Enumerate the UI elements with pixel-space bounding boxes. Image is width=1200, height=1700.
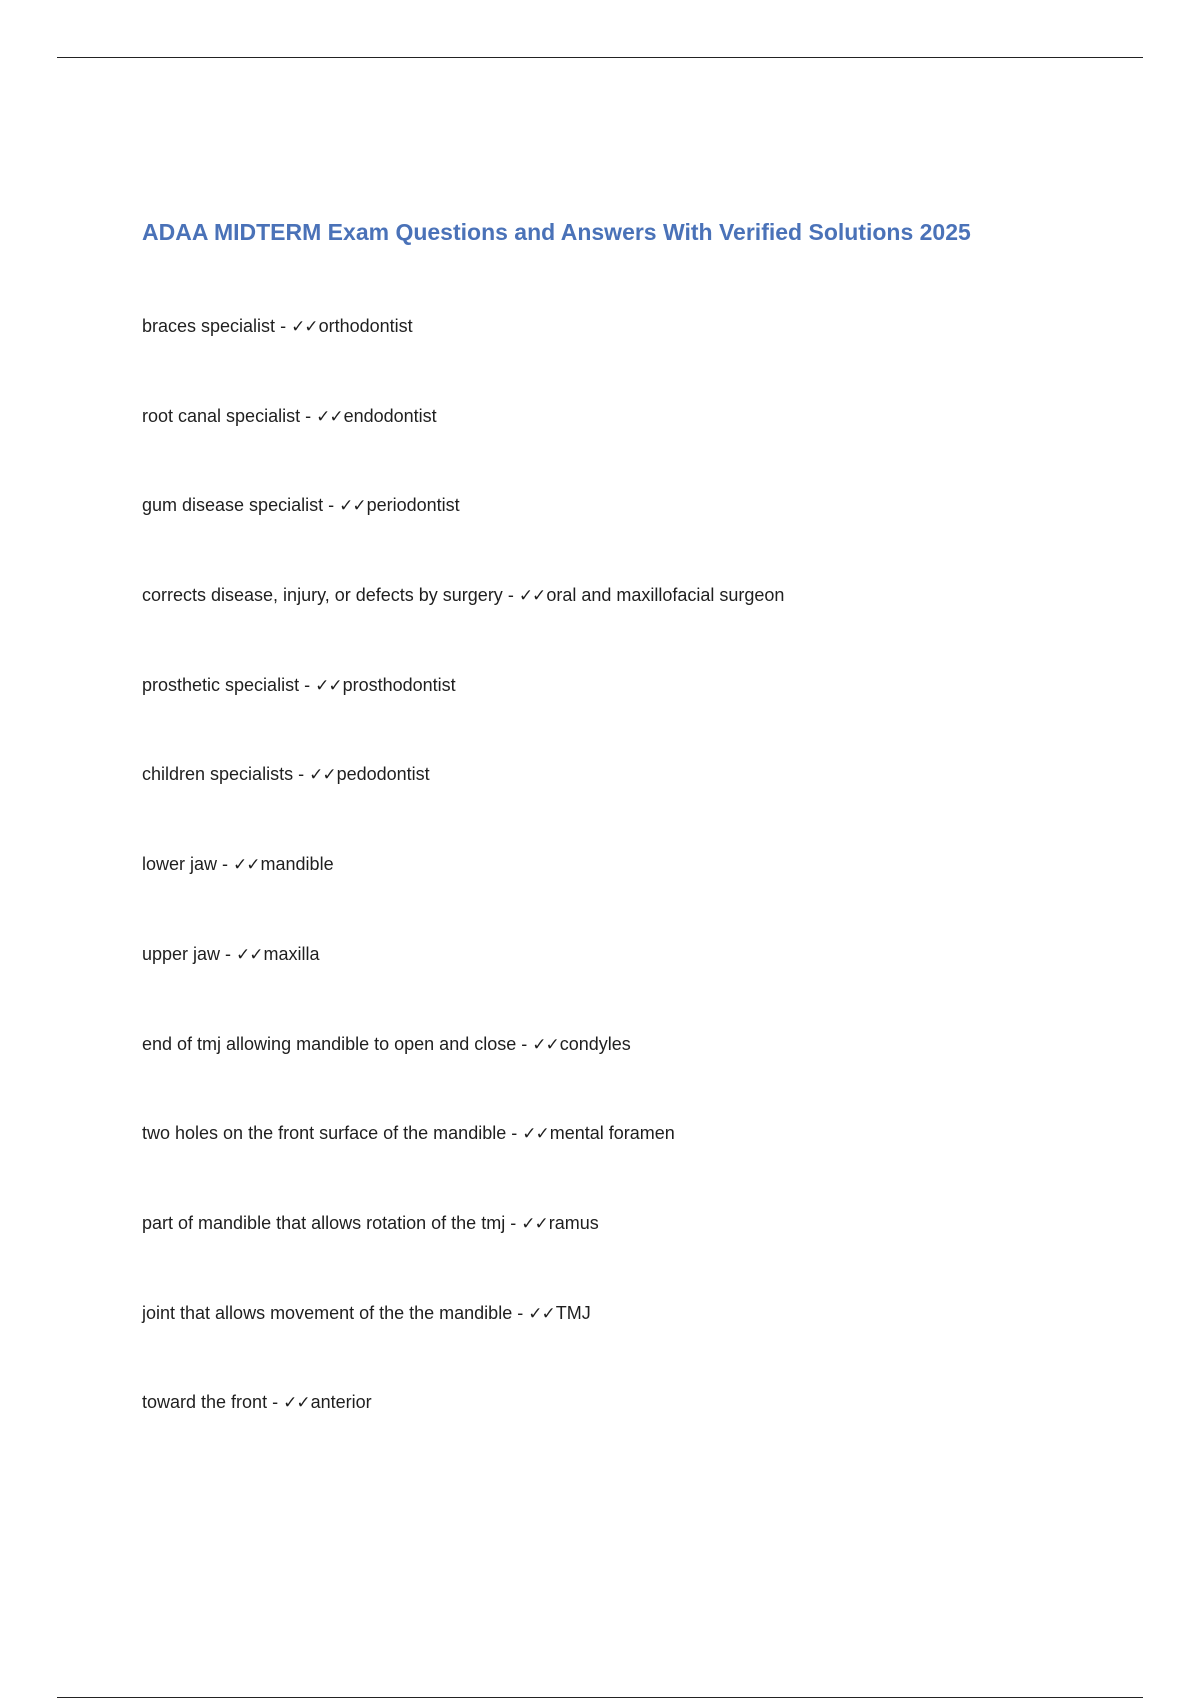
answer-text: mandible — [260, 854, 334, 875]
answer-text: ramus — [548, 1212, 599, 1233]
double-check-icon: ✓✓ — [315, 675, 342, 696]
list-item — [142, 312, 784, 402]
double-check-icon: ✓✓ — [283, 1393, 310, 1414]
double-check-icon: ✓✓ — [233, 855, 260, 876]
separator: - — [293, 764, 310, 785]
answer-text: mental foramen — [549, 1123, 675, 1144]
question-text: gum disease specialist — [142, 495, 324, 516]
answer-text: periodontist — [366, 495, 460, 516]
question-text: part of mandible that allows rotation of the tmj — [142, 1212, 506, 1233]
separator: - — [267, 1392, 284, 1413]
separator: - — [512, 1302, 529, 1323]
double-check-icon: ✓✓ — [316, 406, 343, 427]
answer-text: pedodontist — [336, 764, 430, 785]
separator: - — [275, 316, 292, 336]
double-check-icon: ✓✓ — [522, 1124, 549, 1145]
list-item — [142, 1030, 784, 1120]
list-item — [142, 850, 784, 940]
separator: - — [505, 1212, 522, 1233]
separator: - — [217, 854, 234, 875]
list-item — [142, 1119, 784, 1209]
list-item — [142, 402, 784, 492]
separator: - — [502, 585, 519, 606]
question-text: toward the front — [142, 1392, 268, 1413]
question-text: upper jaw — [142, 943, 221, 964]
answer-text: oral and maxillofacial surgeon — [546, 585, 785, 606]
answer-text: TMJ — [555, 1302, 591, 1323]
separator: - — [300, 405, 317, 426]
list-item — [142, 581, 784, 671]
separator: - — [516, 1033, 533, 1054]
separator: - — [506, 1123, 523, 1144]
list-item — [142, 940, 784, 1030]
header-rule — [57, 57, 1143, 58]
answer-text: endodontist — [343, 405, 437, 426]
list-item — [142, 1388, 784, 1478]
question-text: prosthetic specialist — [142, 674, 300, 695]
answer-text: anterior — [310, 1392, 372, 1413]
question-text: corrects disease, injury, or defects by surgery — [142, 585, 503, 606]
double-check-icon: ✓✓ — [521, 1213, 548, 1234]
double-check-icon: ✓✓ — [518, 586, 546, 607]
question-text: joint that allows movement of the the mandible — [142, 1302, 513, 1323]
list-item — [142, 671, 784, 761]
separator: - — [299, 674, 316, 695]
question-text: root canal specialist — [142, 405, 301, 426]
question-text: end of tmj allowing mandible to open and close — [142, 1033, 517, 1054]
question-text: braces specialist — [142, 316, 276, 336]
double-check-icon: ✓✓ — [532, 1034, 559, 1055]
double-check-icon: ✓✓ — [291, 317, 318, 337]
document-title: ADAA MIDTERM Exam Questions and Answers With Verified Solutions 2025 — [142, 219, 971, 245]
answer-text: maxilla — [263, 943, 320, 964]
answer-text: orthodontist — [318, 316, 413, 336]
double-check-icon: ✓✓ — [309, 765, 336, 786]
question-text: two holes on the front surface of the mandible — [142, 1123, 507, 1144]
qa-list — [142, 312, 784, 1478]
list-item — [142, 1209, 784, 1299]
list-item — [142, 1299, 784, 1389]
double-check-icon: ✓✓ — [528, 1303, 555, 1324]
separator: - — [220, 943, 237, 964]
question-text: lower jaw — [142, 854, 218, 875]
answer-text: condyles — [559, 1033, 631, 1054]
footer-rule — [57, 1697, 1143, 1698]
answer-text: prosthodontist — [342, 674, 456, 695]
double-check-icon: ✓✓ — [339, 496, 366, 517]
list-item — [142, 491, 784, 581]
separator: - — [323, 495, 340, 516]
question-text: children specialists — [142, 764, 294, 785]
double-check-icon: ✓✓ — [236, 944, 263, 965]
list-item — [142, 760, 784, 850]
